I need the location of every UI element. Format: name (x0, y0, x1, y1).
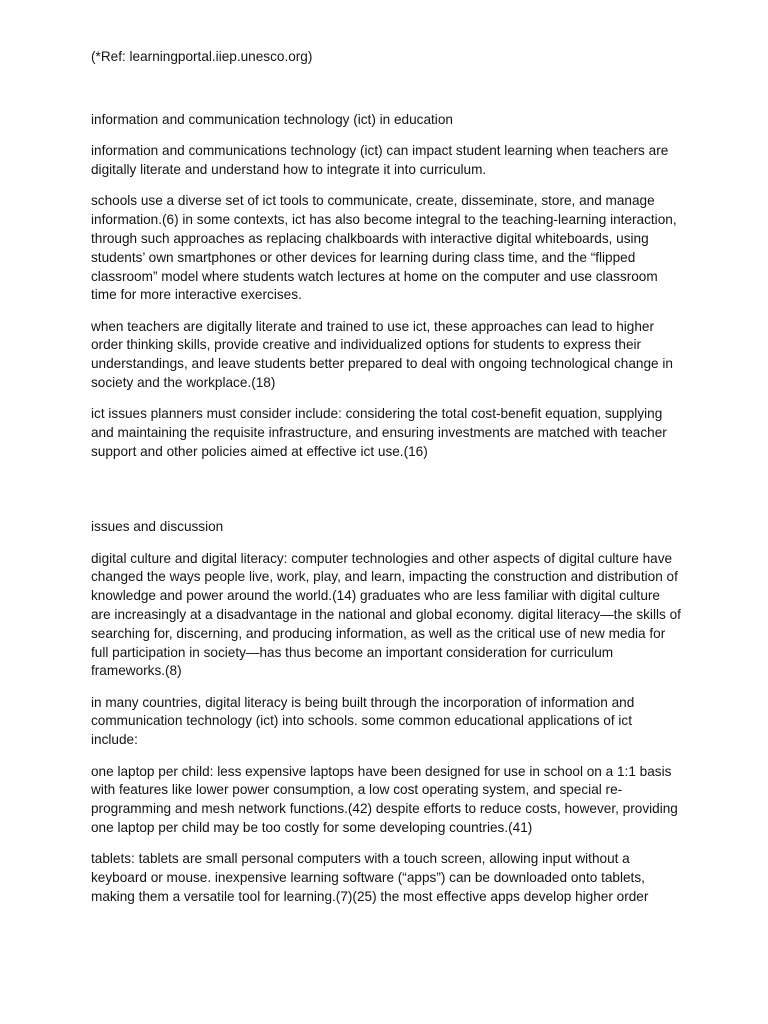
section-heading-ict: information and communication technology (ict) in education (91, 112, 453, 127)
section-heading-issues: issues and discussion (91, 519, 224, 535)
paragraph: digital culture and digital literacy: computer technologies and other aspects of digital culture have changed the ways people live, work, play, and learn, impacting the construction and distribution of knowledge and power around the world.(14) graduates who are less familiar with digital culture are increasingly at a disadvantage in the national and global economy. digital literacy—the skills of searching for, discerning, and producing information, as well as the critical use of new media for full participation in society—has thus become an important consideration for curriculum frameworks.(8) (91, 550, 681, 679)
document-body (91, 111, 681, 919)
paragraph: schools use a diverse set of ict tools to communicate, create, disseminate, store, and manage information.(6) in some contexts, ict has also become integral to the teaching-learning interaction, through such approaches as replacing chalkboards with interactive digital whiteboards, using students’ own smartphones or other devices for learning during class time, and the “flipped classroom” model where students watch lectures at home on the computer and use classroom time for more interactive exercises. (91, 193, 677, 303)
paragraph: ict issues planners must consider include: considering the total cost-benefit equation, supplying and maintaining the requisite infrastructure, and ensuring investments are matched with teacher support and other policies aimed at effective ict use.(16) (91, 406, 667, 459)
reference-line: (*Ref: learningportal.iiep.unesco.org) (91, 49, 313, 64)
paragraph: one laptop per child: less expensive laptops have been designed for use in school on a 1:1 basis with features like lower power consumption, a low cost operating system, and special re-programming and mesh network functions.(42) despite efforts to reduce costs, however, providing one laptop per child may be too costly for some developing countries.(41) (91, 763, 678, 835)
paragraph: in many countries, digital literacy is being built through the incorporation of information and communication technology (ict) into schools. some common educational applications of ict include: (91, 694, 635, 748)
paragraph: when teachers are digitally literate and trained to use ict, these approaches can lead to higher order thinking skills, provide creative and individualized options for students to express their understandings, and leave students better prepared to deal with ongoing technological change in society and the workplace.(18) (91, 318, 673, 391)
paragraph: tablets: tablets are small personal computers with a touch screen, allowing input without a keyboard or mouse. inexpensive learning software (“apps”) can be downloaded onto tablets, making them a versatile tool for learning.(7)(25) the most effective apps develop higher order (91, 851, 649, 904)
paragraph: information and communications technology (ict) can impact student learning when teachers are digitally literate and understand how to integrate it into curriculum. (91, 143, 669, 178)
section-spacer (91, 474, 681, 518)
